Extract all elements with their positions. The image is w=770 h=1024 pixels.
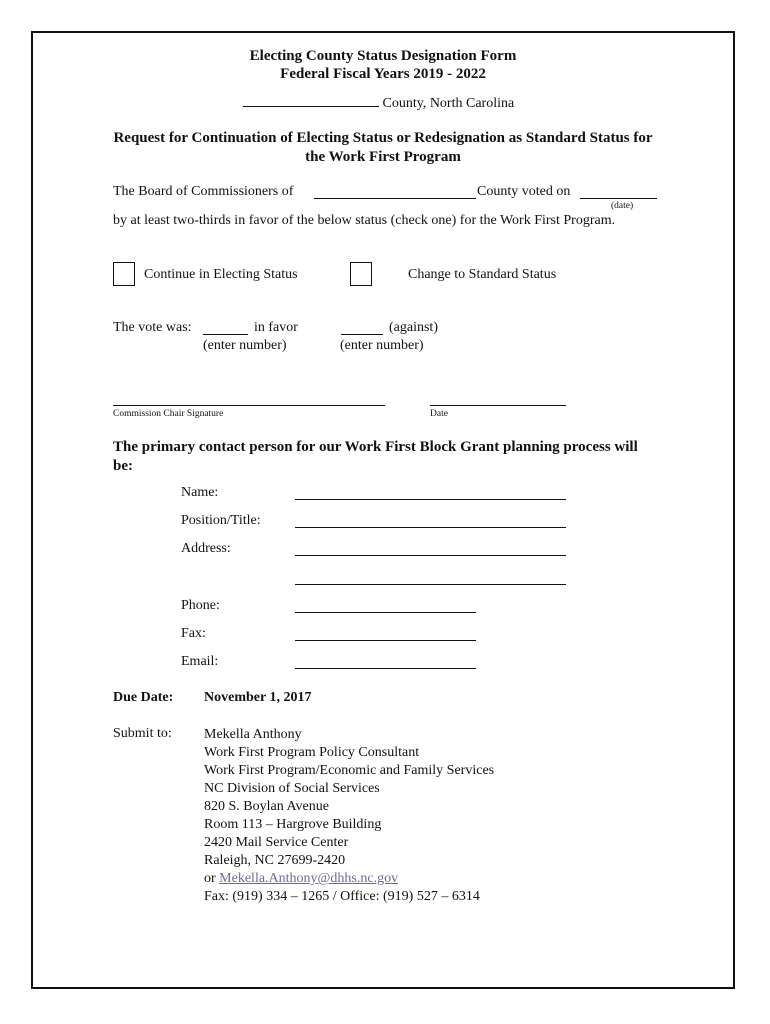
phone-label: Phone: xyxy=(181,598,220,613)
contact-heading-line2: be: xyxy=(113,458,133,474)
address-line: Room 113 – Hargrove Building xyxy=(204,817,382,832)
vote-prefix: The vote was: xyxy=(113,320,192,335)
address-line: Raleigh, NC 27699-2420 xyxy=(204,853,346,868)
request-heading-line2: the Work First Program xyxy=(305,149,461,165)
due-date-value: November 1, 2017 xyxy=(204,690,312,705)
submit-label: Submit to: xyxy=(113,726,172,741)
date-caption: (date) xyxy=(611,201,634,211)
form-subtitle: Federal Fiscal Years 2019 - 2022 xyxy=(280,66,486,82)
in-favor-label: in favor xyxy=(254,320,298,335)
board-county-voted: County voted on xyxy=(477,184,571,199)
enter-number-caption: (enter number) xyxy=(203,338,287,353)
address-field-line1[interactable] xyxy=(295,555,566,556)
against-count-field[interactable] xyxy=(341,334,383,335)
due-date-label: Due Date: xyxy=(113,690,174,705)
continue-electing-checkbox[interactable] xyxy=(113,262,135,286)
email-link[interactable]: Mekella.Anthony@dhhs.nc.gov xyxy=(219,871,399,886)
submit-address-block xyxy=(204,726,494,906)
form-title: Electing County Status Designation Form xyxy=(249,48,517,64)
address-line: Work First Program Policy Consultant xyxy=(204,745,420,760)
county-name-field[interactable] xyxy=(243,94,379,107)
continue-electing-label: Continue in Electing Status xyxy=(144,267,298,282)
in-favor-count-field[interactable] xyxy=(203,334,248,335)
board-prefix: The Board of Commissioners of xyxy=(113,184,294,199)
board-line2: by at least two-thirds in favor of the below status (check one) for the Work First Program. xyxy=(113,213,616,228)
position-field[interactable] xyxy=(295,527,566,528)
against-label: (against) xyxy=(389,320,438,335)
address-line: Mekella Anthony xyxy=(204,727,302,742)
change-standard-checkbox[interactable] xyxy=(350,262,372,286)
name-field[interactable] xyxy=(295,499,566,500)
county-line xyxy=(243,94,514,112)
email-label: Email: xyxy=(181,654,219,669)
or-prefix: or xyxy=(204,871,216,886)
address-line: NC Division of Social Services xyxy=(204,781,380,796)
contact-heading-line1: The primary contact person for our Work First Block Grant planning process will xyxy=(113,439,638,455)
chair-signature-field[interactable] xyxy=(113,405,385,406)
fax-field[interactable] xyxy=(295,640,476,641)
email-field[interactable] xyxy=(295,668,476,669)
address-label: Address: xyxy=(181,541,231,556)
fax-label: Fax: xyxy=(181,626,206,641)
fax-office-line: Fax: (919) 334 – 1265 / Office: (919) 527 – 6314 xyxy=(204,889,480,904)
name-label: Name: xyxy=(181,485,219,500)
county-suffix: County, North Carolina xyxy=(382,96,515,111)
request-heading-line1: Request for Continuation of Electing Status or Redesignation as Standard Status for xyxy=(113,130,653,146)
phone-field[interactable] xyxy=(295,612,476,613)
signature-date-field[interactable] xyxy=(430,405,566,406)
enter-number-caption: (enter number) xyxy=(340,338,424,353)
position-label: Position/Title: xyxy=(181,513,261,528)
change-standard-label: Change to Standard Status xyxy=(408,267,557,282)
board-county-field[interactable] xyxy=(314,198,476,199)
signature-date-label: Date xyxy=(430,409,448,419)
address-field-line2[interactable] xyxy=(295,584,566,585)
vote-date-field[interactable] xyxy=(580,198,657,199)
address-line: Work First Program/Economic and Family Services xyxy=(204,763,495,778)
address-line: 2420 Mail Service Center xyxy=(204,835,349,850)
email-line xyxy=(204,870,494,888)
chair-signature-label: Commission Chair Signature xyxy=(113,409,224,419)
address-line: 820 S. Boylan Avenue xyxy=(204,799,329,814)
